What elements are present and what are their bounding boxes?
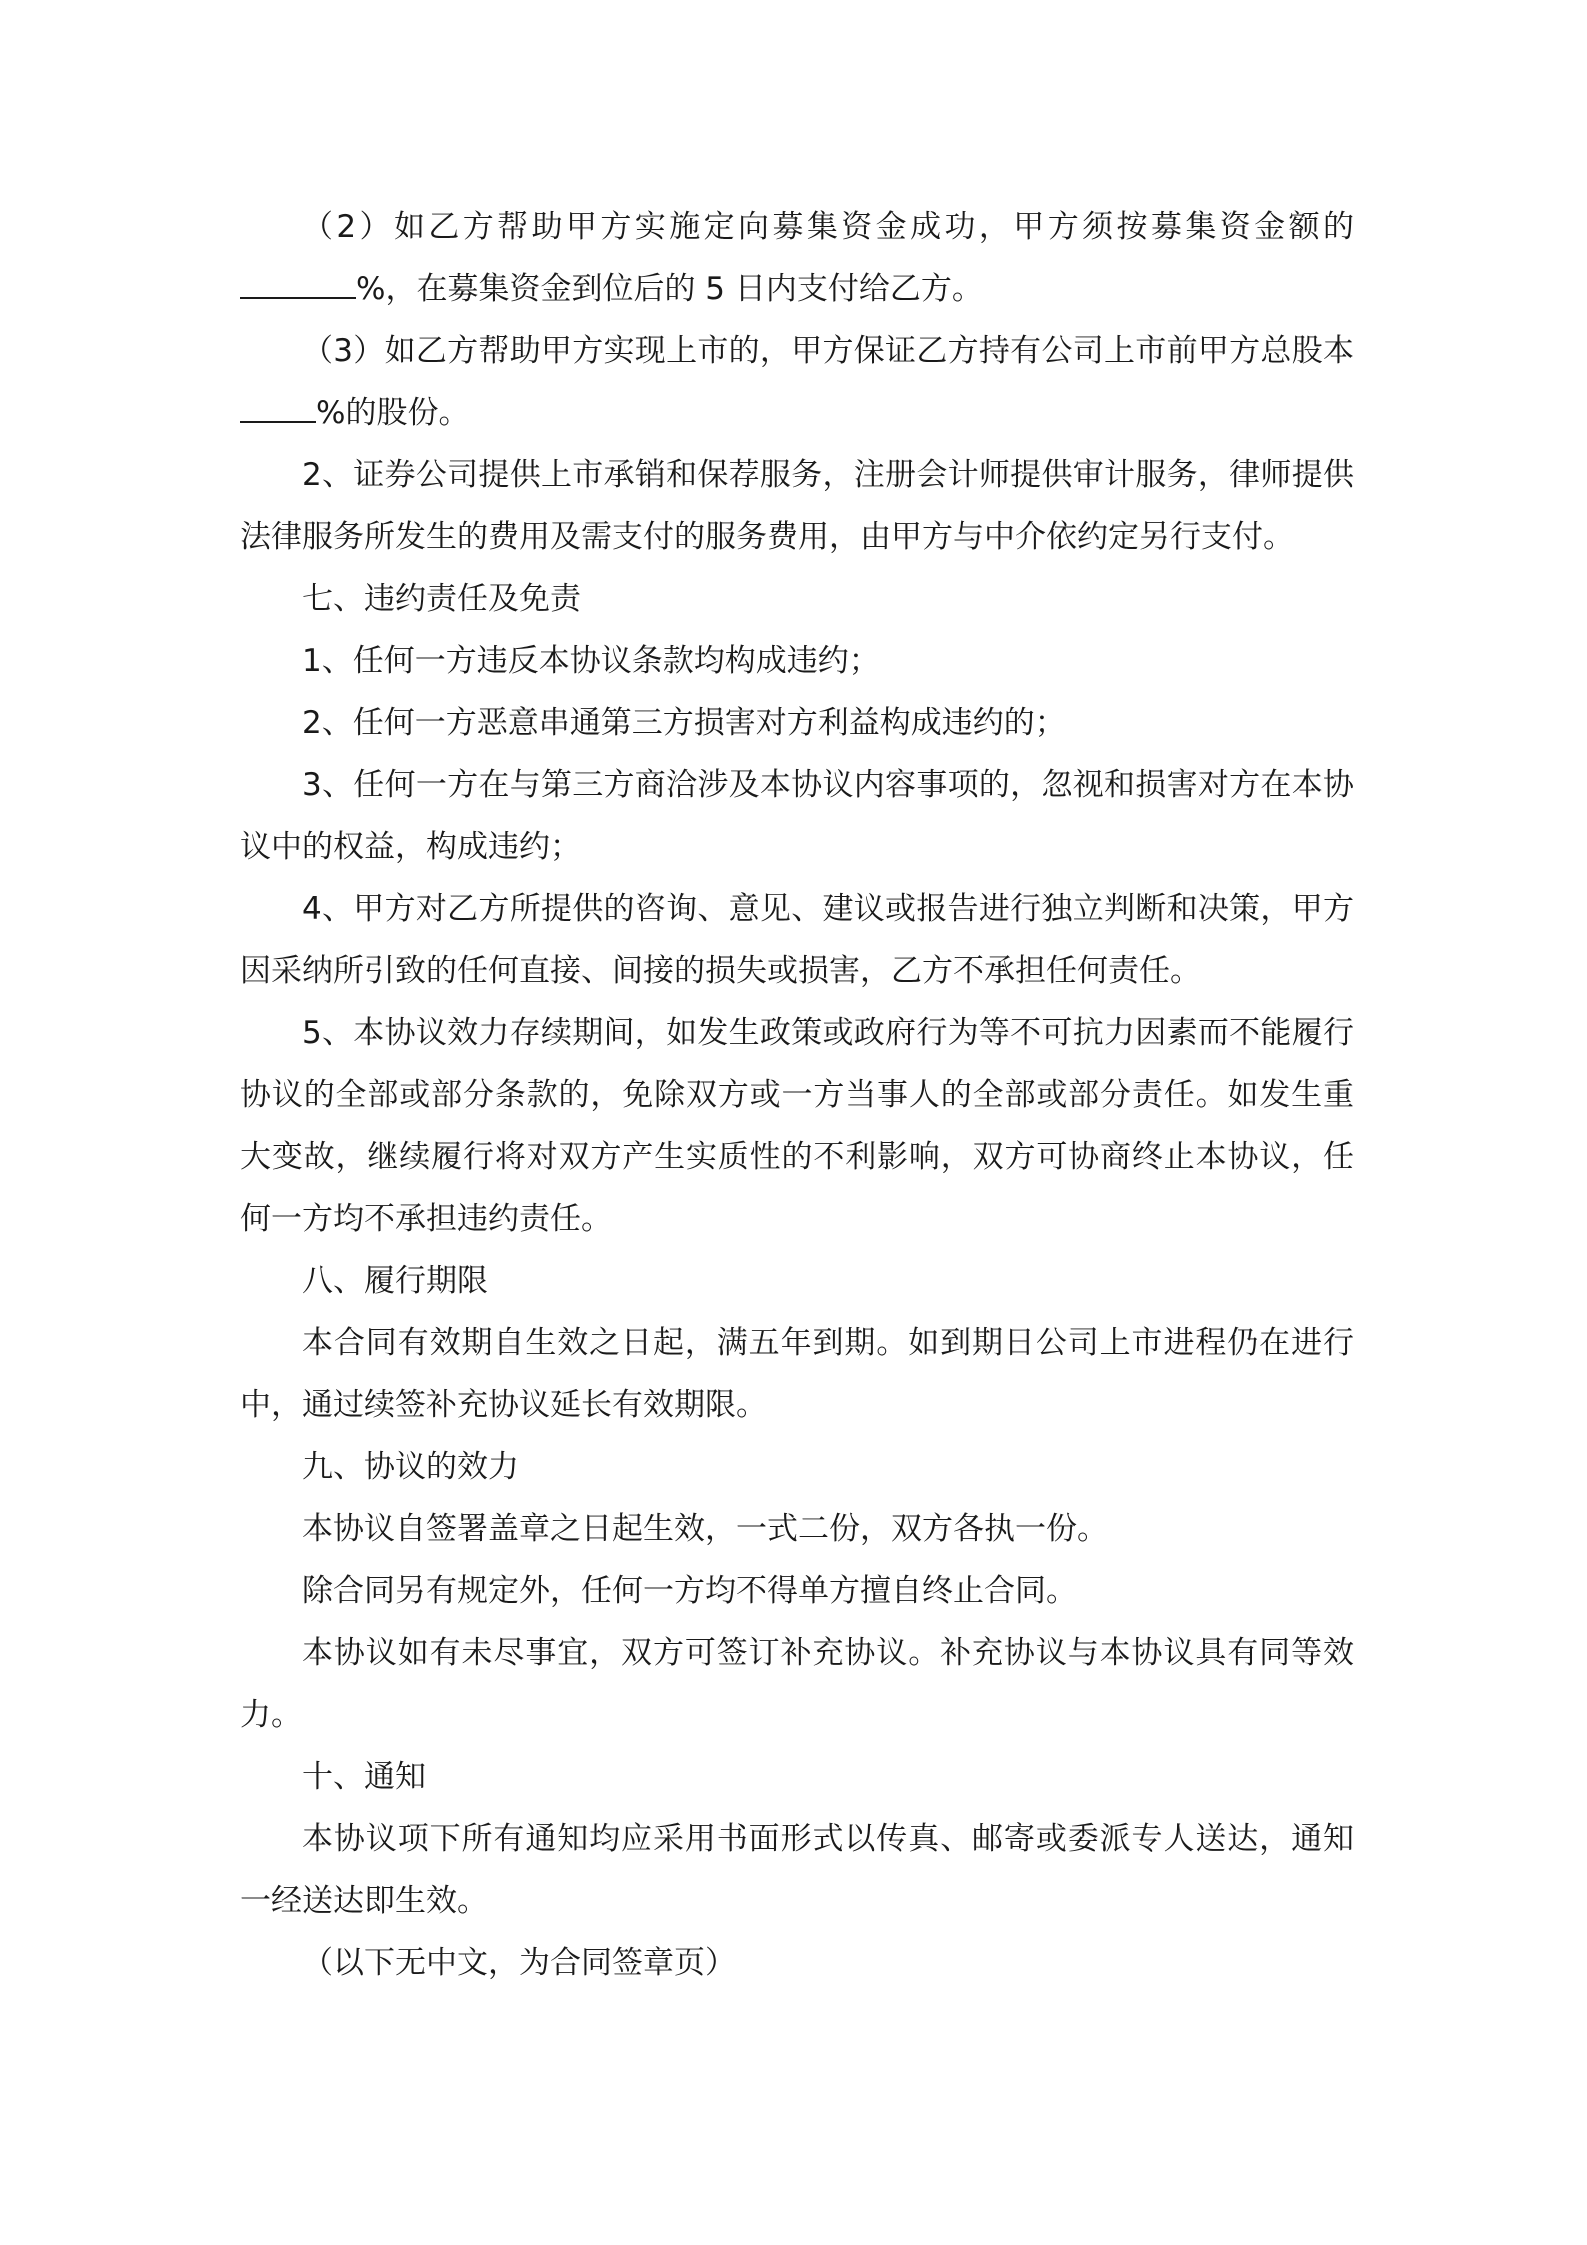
liability-item-3: 3、任何一方在与第三方商洽涉及本协议内容事项的，忽视和损害对方在本协议中的权益，构成违约；	[240, 767, 1354, 865]
liability-item-2: 2、任何一方恶意串通第三方损害对方利益构成违约的；	[302, 705, 1066, 741]
fee-clause-3-text-before: （3）如乙方帮助甲方实现上市的，甲方保证乙方持有公司上市前甲方总股本	[302, 333, 1354, 369]
validity-clause-1: 本协议自签署盖章之日起生效，一式二份，双方各执一份。	[302, 1511, 1108, 1547]
liability-item-5: 5、本协议效力存续期间，如发生政策或政府行为等不可抗力因素而不能履行协议的全部或部分条款的，免除双方或一方当事人的全部或部分责任。如发生重大变故，继续履行将对双方产生实质性的不利影响，双方可协商终止本协议，任何一方均不承担违约责任。	[240, 1015, 1354, 1237]
share-percentage-blank-field[interactable]	[240, 391, 316, 423]
fee-clause-2	[240, 196, 1354, 320]
fee-clause-2-text-before: （2）如乙方帮助甲方实施定向募集资金成功，甲方须按募集资金额的	[302, 209, 1354, 245]
liability-item-4: 4、甲方对乙方所提供的咨询、意见、建议或报告进行独立判断和决策，甲方因采纳所引致的任何直接、间接的损失或损害，乙方不承担任何责任。	[240, 891, 1354, 989]
percentage-blank-field[interactable]	[240, 267, 356, 299]
intermediary-cost-clause: 2、证券公司提供上市承销和保荐服务，注册会计师提供审计服务，律师提供法律服务所发生的费用及需支付的服务费用，由甲方与中介依约定另行支付。	[240, 457, 1354, 555]
term-clause: 本合同有效期自生效之日起，满五年到期。如到期日公司上市进程仍在进行中，通过续签补充协议延长有效期限。	[240, 1325, 1354, 1423]
section-heading-notice: 十、通知	[302, 1759, 426, 1795]
section-heading-term: 八、履行期限	[302, 1263, 488, 1299]
notice-clause: 本协议项下所有通知均应采用书面形式以传真、邮寄或委派专人送达，通知一经送达即生效。	[240, 1821, 1354, 1919]
section-heading-liability: 七、违约责任及免责	[302, 581, 581, 617]
fee-clause-3-text-after: %的股份。	[316, 395, 470, 431]
fee-clause-2-text-after: %，在募集资金到位后的 5 日内支付给乙方。	[356, 271, 983, 307]
section-heading-validity: 九、协议的效力	[302, 1449, 519, 1485]
validity-clause-2: 除合同另有规定外，任何一方均不得单方擅自终止合同。	[302, 1573, 1077, 1609]
document-body	[240, 196, 1354, 1994]
fee-clause-3	[240, 320, 1354, 444]
end-of-text-note: （以下无中文，为合同签章页）	[302, 1945, 736, 1981]
validity-clause-3: 本协议如有未尽事宜，双方可签订补充协议。补充协议与本协议具有同等效力。	[240, 1635, 1354, 1733]
liability-item-1: 1、任何一方违反本协议条款均构成违约；	[302, 643, 880, 679]
